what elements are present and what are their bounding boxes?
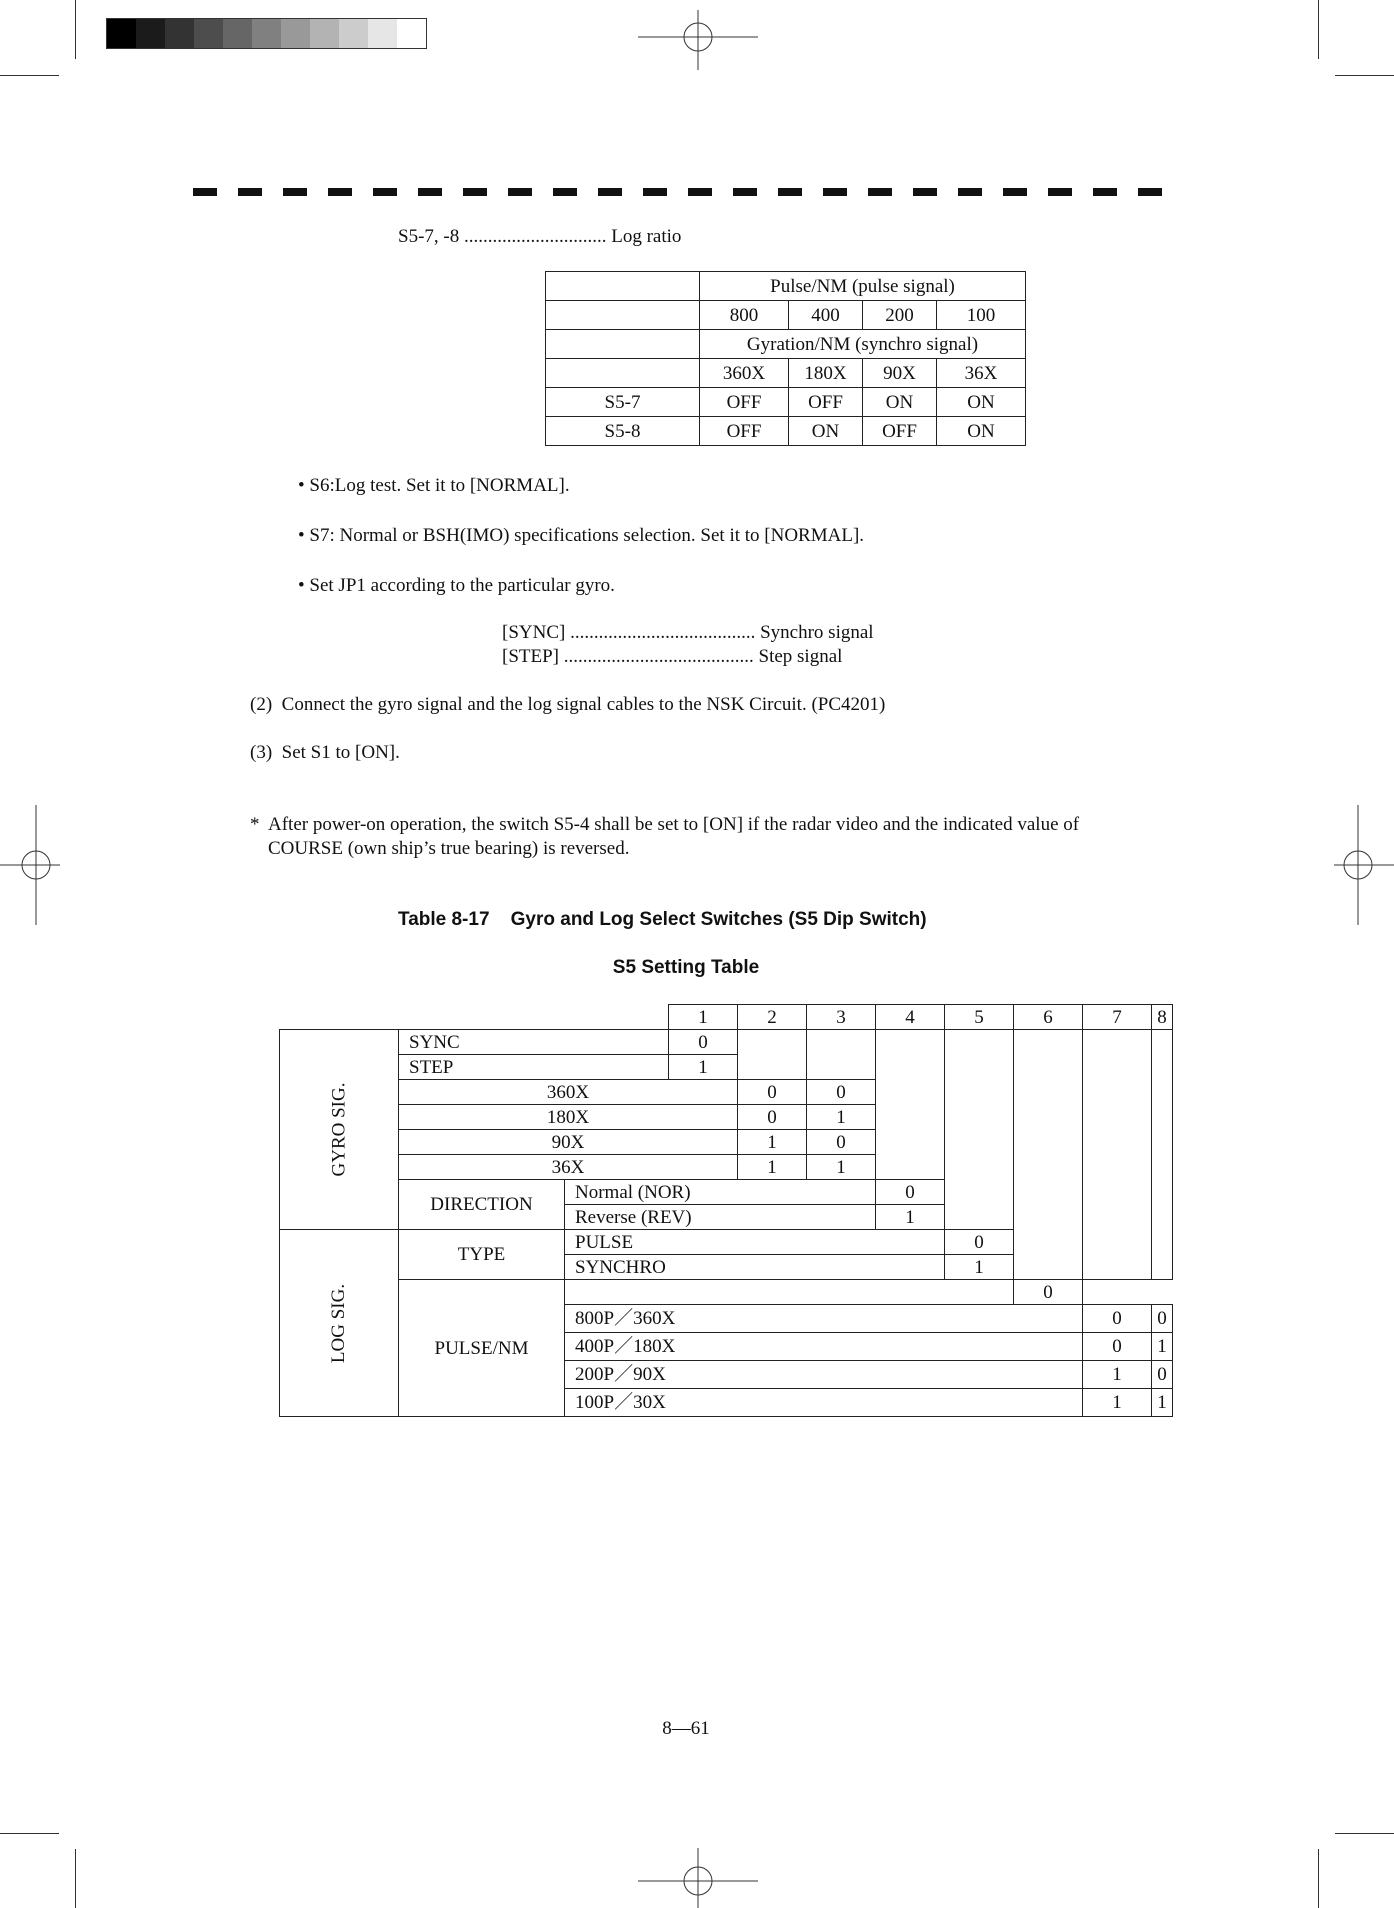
table-row: 180X 0 1 bbox=[280, 1105, 1173, 1130]
greyscale-calibration-bar bbox=[106, 18, 427, 49]
sync-label: SYNC bbox=[399, 1030, 669, 1055]
jp1-option-sync: [SYNC] ....................................... Synchro signal bbox=[502, 622, 874, 643]
note-mark: * bbox=[250, 814, 260, 835]
bullet-jp1: • Set JP1 according to the particular gyro. bbox=[298, 575, 615, 596]
s5-header-row: 1 2 3 4 5 6 7 8 bbox=[280, 1005, 1173, 1030]
registration-mark-bottom bbox=[638, 1848, 758, 1908]
s5-setting-table bbox=[279, 1004, 1173, 1417]
type-synchro-value: 1 bbox=[945, 1255, 1014, 1280]
step-3: (3) Set S1 to [ON]. bbox=[250, 742, 400, 763]
table-row: 36X 1 1 bbox=[280, 1155, 1173, 1180]
table-subtitle: S5 Setting Table bbox=[612, 957, 760, 978]
gyration-values-row: 360X 180X 90X 36X bbox=[546, 359, 1026, 388]
pulse-header: Pulse/NM (pulse signal) bbox=[700, 272, 1026, 301]
table-row: 800P／360X 0 0 bbox=[280, 1305, 1173, 1333]
direction-normal-value: 0 bbox=[876, 1180, 945, 1205]
direction-label: DIRECTION bbox=[399, 1180, 565, 1230]
direction-reverse-value: 1 bbox=[876, 1205, 945, 1230]
jp1-option-step: [STEP] ........................................ Step signal bbox=[502, 646, 843, 667]
table-row: 360X 0 0 bbox=[280, 1080, 1173, 1105]
gyration-header: Gyration/NM (synchro signal) bbox=[700, 330, 1026, 359]
page-number: 8—61 bbox=[662, 1718, 710, 1739]
sync-value: 0 bbox=[669, 1030, 738, 1055]
pulse-values-row: 800 400 200 100 bbox=[546, 301, 1026, 330]
log-ratio-table bbox=[545, 271, 1026, 446]
direction-normal-label: Normal (NOR) bbox=[565, 1180, 876, 1205]
table-row: S5-7 OFF OFF ON ON bbox=[546, 388, 1026, 417]
step-label: STEP bbox=[399, 1055, 669, 1080]
bullet-s7: • S7: Normal or BSH(IMO) specifications selection. Set it to [NORMAL]. bbox=[298, 525, 865, 546]
bullet-s6: • S6:Log test. Set it to [NORMAL]. bbox=[298, 475, 570, 496]
note-line-2: COURSE (own ship’s true bearing) is reversed. bbox=[268, 838, 630, 859]
registration-mark-left bbox=[0, 805, 60, 925]
registration-mark-right bbox=[1334, 805, 1394, 925]
table-row: S5-8 OFF ON OFF ON bbox=[546, 417, 1026, 446]
note-line-1: After power-on operation, the switch S5-4 shall be set to [ON] if the radar video and the indicated value of bbox=[268, 814, 1080, 835]
dashed-header-rule bbox=[193, 188, 1181, 196]
table-row: 90X 1 0 bbox=[280, 1130, 1173, 1155]
direction-reverse-label: Reverse (REV) bbox=[565, 1205, 876, 1230]
table-row: 100P／30X 1 1 bbox=[280, 1389, 1173, 1417]
bit6-value: 0 bbox=[1014, 1280, 1083, 1305]
table-row: 400P／180X 0 1 bbox=[280, 1333, 1173, 1361]
step-2: (2) Connect the gyro signal and the log signal cables to the NSK Circuit. (PC4201) bbox=[250, 694, 886, 715]
type-pulse-value: 0 bbox=[945, 1230, 1014, 1255]
registration-mark-top bbox=[638, 10, 758, 70]
pulse-nm-label: PULSE/NM bbox=[399, 1280, 565, 1417]
type-synchro-label: SYNCHRO bbox=[565, 1255, 945, 1280]
gyro-sig-group: GYRO SIG. bbox=[280, 1030, 399, 1230]
log-ratio-line: S5-7, -8 .............................. Log ratio bbox=[398, 226, 682, 247]
table-row: 200P／90X 1 0 bbox=[280, 1361, 1173, 1389]
type-label: TYPE bbox=[399, 1230, 565, 1280]
log-sig-group: LOG SIG. bbox=[280, 1230, 399, 1417]
type-pulse-label: PULSE bbox=[565, 1230, 945, 1255]
table-caption: Table 8-17 Gyro and Log Select Switches (S5 Dip Switch) bbox=[398, 909, 927, 930]
step-value: 1 bbox=[669, 1055, 738, 1080]
